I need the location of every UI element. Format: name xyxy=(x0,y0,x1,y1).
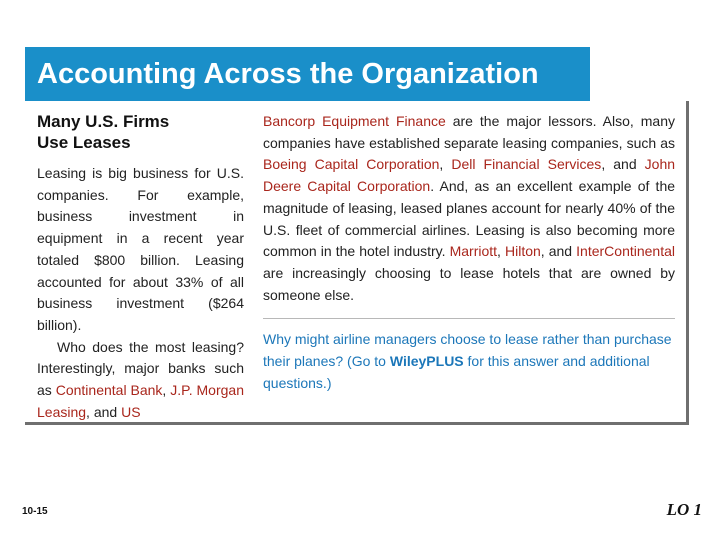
right-column xyxy=(263,111,675,394)
paragraph-3 xyxy=(263,111,675,306)
question-text-2: for this answer and additional questions.) xyxy=(263,353,650,391)
company-dell: Dell Financial Services xyxy=(451,156,602,173)
bank-us-cont: Bancorp Equipment Finance xyxy=(263,113,446,129)
feature-heading xyxy=(37,111,244,153)
bank-jp-morgan: J.P. Morgan Leasing xyxy=(37,382,244,420)
p2-sep-1: , xyxy=(162,382,171,399)
hotel-hilton: Hilton xyxy=(504,243,541,260)
bank-us: US xyxy=(121,403,141,420)
divider xyxy=(263,318,675,319)
p3-text-4: . And, as an excellent example of the magnitude of leasing, leased planes account for nearly 40% of the U.S. fleet of commercial airlines. Leasing is also becoming more common in the hotel industry. xyxy=(263,178,676,260)
p3-text-1: are the major lessors. Also, many companies have established separate leasing companies, such as xyxy=(263,113,675,151)
p2-text: Who does the most leasing? Interestingly, major banks such as xyxy=(37,338,244,399)
hotel-intercontinental: InterContinental xyxy=(576,243,675,260)
banner-title: Accounting Across the Organization xyxy=(37,58,539,90)
company-john-deere: John Deere Capital Corporation xyxy=(263,156,676,195)
p2-sep-2: , and xyxy=(86,403,122,420)
learning-objective: LO 1 xyxy=(666,500,702,519)
discussion-question xyxy=(263,329,675,394)
heading-line-1: Many U.S. Firms xyxy=(37,112,170,131)
p3-text-3: , and xyxy=(601,156,645,173)
left-column xyxy=(37,111,244,423)
slide-number: 10-15 xyxy=(22,506,48,517)
hotel-marriott: Marriott xyxy=(449,243,498,260)
company-boeing: Boeing Capital Corporation xyxy=(263,156,440,173)
wileyplus-link: WileyPLUS xyxy=(389,353,464,370)
p3-text-5: , xyxy=(497,243,505,260)
p3-text-6: , and xyxy=(540,243,577,260)
paragraph-1: Leasing is big business for U.S. companies. For example, business investment in equipment in a recent year totaled $800 billion. Leasing accounted for about 33% of all business investment ($264 billion). xyxy=(37,165,244,333)
question-text-1: Why might airline managers choose to lease rather than purchase their planes? (Go to xyxy=(263,331,672,370)
paragraph-2 xyxy=(37,337,244,424)
p3-text-2: , xyxy=(439,156,452,173)
bank-continental: Continental Bank xyxy=(55,382,163,399)
feature-box xyxy=(25,101,689,425)
heading-line-2: Use Leases xyxy=(37,133,131,152)
p3-text-7: are increasingly choosing to lease hotels that are owned by someone else. xyxy=(263,264,675,303)
section-banner xyxy=(25,47,590,101)
